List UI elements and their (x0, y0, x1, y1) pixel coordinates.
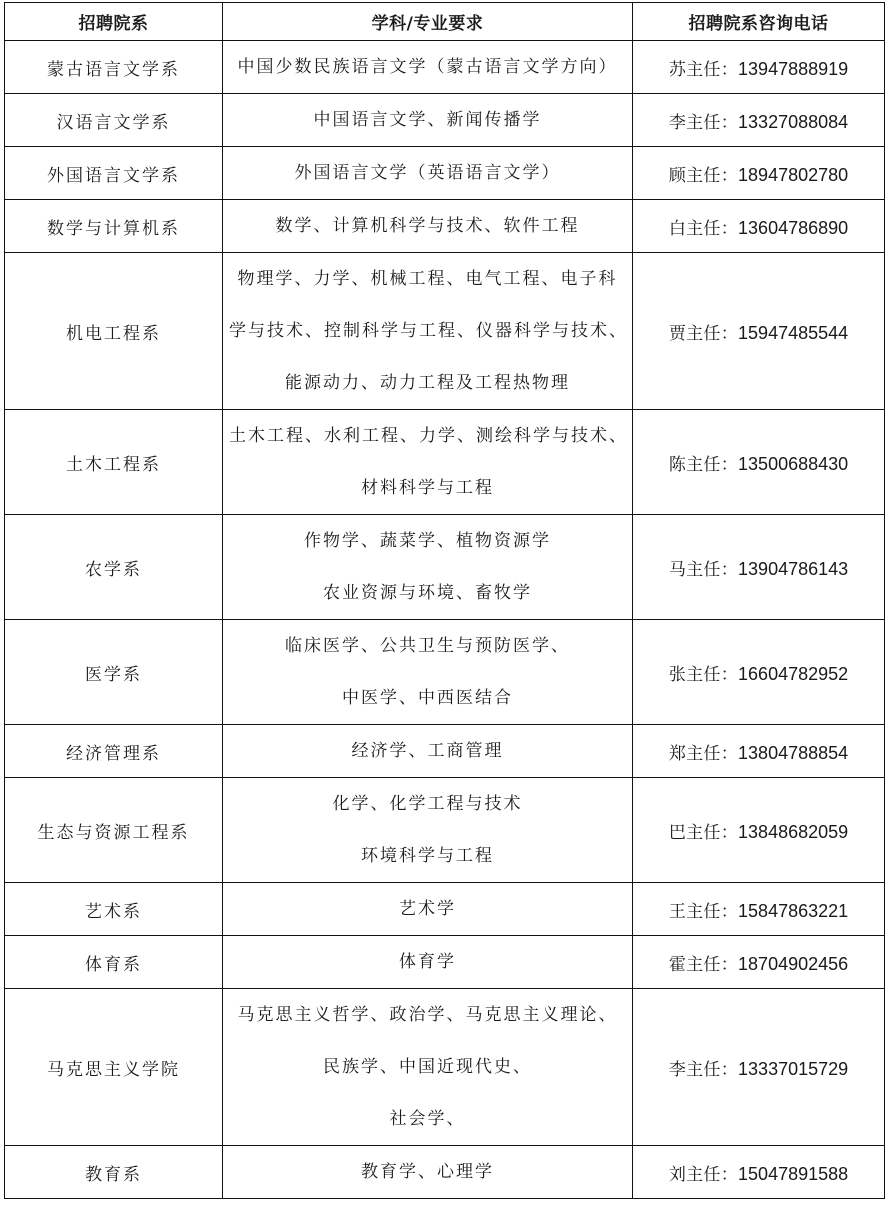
contact-name: 苏主任： (668, 59, 739, 80)
contact-name: 马主任： (668, 559, 739, 580)
dept-cell: 医学系 (5, 620, 223, 725)
major-cell (223, 147, 633, 200)
contact-name: 张主任： (668, 664, 739, 685)
contact-name: 郑主任： (668, 743, 739, 764)
phone-number: 13848682059 (738, 821, 849, 842)
dept-cell: 机电工程系 (5, 253, 223, 410)
header-row (5, 3, 885, 41)
dept-cell: 蒙古语言文学系 (5, 41, 223, 94)
dept-cell: 马克思主义学院 (5, 989, 223, 1146)
dept-cell: 经济管理系 (5, 725, 223, 778)
table-row (5, 883, 885, 936)
table-row (5, 147, 885, 200)
phone-number: 16604782952 (738, 663, 849, 684)
major-line: 体育学 (399, 952, 456, 972)
major-cell (223, 410, 633, 515)
phone-cell (633, 1146, 885, 1199)
major-line: 中医学、中西医结合 (342, 688, 513, 708)
table-row (5, 253, 885, 410)
phone-number: 13337015729 (738, 1058, 849, 1079)
major-line: 中国少数民族语言文学（蒙古语言文学方向） (237, 57, 618, 77)
phone-number: 13604786890 (738, 217, 849, 238)
phone-number: 15847863221 (738, 900, 849, 921)
phone-cell (633, 200, 885, 253)
major-line: 经济学、工商管理 (351, 741, 504, 761)
table-row (5, 620, 885, 725)
major-line: 环境科学与工程 (361, 846, 494, 866)
major-line: 马克思主义哲学、政治学、马克思主义理论、 (237, 1005, 618, 1025)
major-cell (223, 515, 633, 620)
contact-name: 陈主任： (668, 454, 739, 475)
table-row (5, 989, 885, 1146)
phone-cell (633, 253, 885, 410)
table-row (5, 936, 885, 989)
header-phone: 招聘院系咨询电话 (633, 3, 885, 41)
major-line: 能源动力、动力工程及工程热物理 (285, 373, 570, 393)
major-line: 中国语言文学、新闻传播学 (313, 110, 542, 130)
contact-name: 刘主任： (668, 1164, 739, 1185)
phone-number: 18947802780 (738, 164, 849, 185)
recruitment-table-container (4, 2, 884, 1199)
header-major: 学科/专业要求 (223, 3, 633, 41)
table-row (5, 778, 885, 883)
table-row (5, 1146, 885, 1199)
major-cell (223, 620, 633, 725)
phone-cell (633, 620, 885, 725)
major-cell (223, 936, 633, 989)
dept-cell: 教育系 (5, 1146, 223, 1199)
contact-name: 李主任： (668, 1059, 739, 1080)
contact-name: 巴主任： (668, 822, 739, 843)
contact-name: 霍主任： (668, 954, 739, 975)
major-line: 艺术学 (399, 899, 456, 919)
major-line: 材料科学与工程 (361, 478, 494, 498)
contact-name: 贾主任： (668, 323, 739, 344)
major-cell (223, 253, 633, 410)
contact-name: 顾主任： (668, 165, 739, 186)
phone-cell (633, 883, 885, 936)
recruitment-table (4, 2, 885, 1199)
dept-cell: 生态与资源工程系 (5, 778, 223, 883)
major-line: 土木工程、水利工程、力学、测绘科学与技术、 (229, 426, 628, 446)
major-cell (223, 94, 633, 147)
major-line: 化学、化学工程与技术 (332, 794, 523, 814)
phone-number: 15947485544 (738, 322, 849, 343)
dept-cell: 外国语言文学系 (5, 147, 223, 200)
major-line: 外国语言文学（英语语言文学） (294, 163, 561, 183)
major-line: 作物学、蔬菜学、植物资源学 (304, 531, 551, 551)
dept-cell: 数学与计算机系 (5, 200, 223, 253)
major-cell (223, 1146, 633, 1199)
phone-number: 13500688430 (738, 453, 849, 474)
phone-cell (633, 725, 885, 778)
table-row (5, 41, 885, 94)
dept-cell: 汉语言文学系 (5, 94, 223, 147)
phone-cell (633, 94, 885, 147)
phone-cell (633, 989, 885, 1146)
major-cell (223, 778, 633, 883)
phone-cell (633, 410, 885, 515)
contact-name: 白主任： (668, 218, 739, 239)
phone-number: 13804788854 (738, 742, 849, 763)
major-line: 民族学、中国近现代史、 (323, 1057, 532, 1077)
header-dept: 招聘院系 (5, 3, 223, 41)
major-cell (223, 989, 633, 1146)
major-line: 临床医学、公共卫生与预防医学、 (285, 636, 570, 656)
major-line: 教育学、心理学 (361, 1162, 494, 1182)
dept-cell: 艺术系 (5, 883, 223, 936)
major-line: 物理学、力学、机械工程、电气工程、电子科 (237, 269, 618, 289)
table-row (5, 410, 885, 515)
phone-number: 13947888919 (738, 58, 849, 79)
dept-cell: 农学系 (5, 515, 223, 620)
table-row (5, 200, 885, 253)
major-line: 数学、计算机科学与技术、软件工程 (275, 216, 580, 236)
phone-cell (633, 515, 885, 620)
major-line: 社会学、 (389, 1109, 466, 1129)
major-cell (223, 883, 633, 936)
dept-cell: 土木工程系 (5, 410, 223, 515)
phone-cell (633, 936, 885, 989)
phone-cell (633, 778, 885, 883)
major-line: 农业资源与环境、畜牧学 (323, 583, 532, 603)
major-cell (223, 200, 633, 253)
contact-name: 王主任： (668, 901, 739, 922)
phone-number: 13904786143 (738, 558, 849, 579)
table-row (5, 94, 885, 147)
phone-cell (633, 147, 885, 200)
major-line: 学与技术、控制科学与工程、仪器科学与技术、 (229, 321, 628, 341)
table-body (5, 41, 885, 1199)
phone-number: 18704902456 (738, 953, 849, 974)
phone-number: 13327088084 (738, 111, 849, 132)
phone-number: 15047891588 (738, 1163, 849, 1184)
major-cell (223, 725, 633, 778)
phone-cell (633, 41, 885, 94)
contact-name: 李主任： (668, 112, 739, 133)
table-row (5, 515, 885, 620)
table-row (5, 725, 885, 778)
dept-cell: 体育系 (5, 936, 223, 989)
major-cell (223, 41, 633, 94)
